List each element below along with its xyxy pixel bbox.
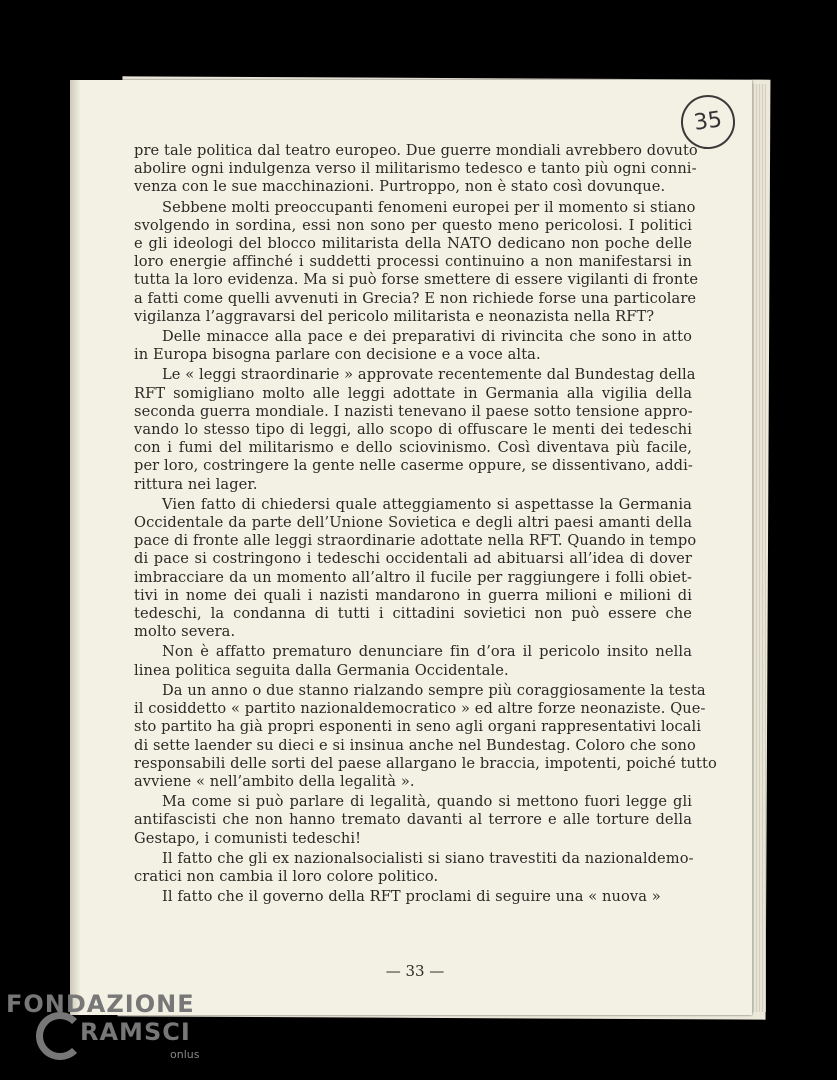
text-line: linea politica seguita dalla Germania Occidentale. [134, 661, 509, 679]
text-line: e gli ideologi del blocco militarista della NATO dedicano non poche delle [134, 235, 692, 253]
text-line: per loro, costringere la gente nelle caserme oppure, se dissentivano, addi- [134, 457, 693, 475]
text-line: avviene « nell’ambito della legalità ». [134, 772, 415, 790]
text-line: Da un anno o due stanno rialzando sempre più coraggiosamente la testa [162, 681, 706, 699]
paragraph [134, 850, 692, 886]
paragraph [134, 681, 717, 791]
text-line: loro energie affinché i suddetti processi continuino a non manifestarsi in [134, 253, 692, 271]
text-line: pace di fronte alle leggi straordinarie adottate nella RFT. Quando in tempo [134, 532, 697, 550]
text-line: antifascisti che non hanno tremato davanti al terrore e alle torture della [134, 811, 692, 829]
text-line: Le « leggi straordinarie » approvate recentemente dal Bundestag della [162, 366, 696, 384]
watermark-line1: FONDAZIONE [6, 990, 195, 1018]
text-line: tedeschi, la condanna di tutti i cittadini sovietici non può essere che [134, 605, 692, 623]
text-line: il cosiddetto « partito nazionaldemocratico » ed altre forze neonaziste. Que- [134, 700, 706, 718]
text-line: tivi in nome dei quali i nazisti mandarono in guerra milioni e milioni di [134, 586, 692, 604]
text-line: vando lo stesso tipo di leggi, allo scopo di offuscare le menti dei tedeschi [134, 421, 692, 439]
text-line: sto partito ha già propri esponenti in seno agli organi rappresentativi locali [134, 718, 702, 736]
text-line: venza con le sue macchinazioni. Purtroppo, non è stato così dovunque. [134, 178, 666, 196]
text-line: rittura nei lager. [134, 475, 258, 493]
text-line: vigilanza l’aggravarsi del pericolo militarista e neonazista nella RFT? [134, 307, 655, 325]
text-line: di sette laender su dieci e si insinua anche nel Bundestag. Coloro che sono [134, 736, 696, 754]
text-line: Ma come si può parlare di legalità, quando si mettono fuori legge gli [162, 793, 692, 811]
text-line: Non è affatto prematuro denunciare fin d’ora il pericolo insito nella [162, 643, 692, 661]
text-line: Sebbene molti preoccupanti fenomeni europei per il momento si stiano [162, 198, 696, 216]
watermark-line3: onlus [170, 1048, 200, 1061]
page-number: — 33 — [385, 962, 445, 980]
text-line: a fatti come quelli avvenuti in Grecia? E non richiede forse una particolare [134, 289, 697, 307]
text-line: Occidentale da parte dell’Unione Sovietica e degli altri paesi amanti della [134, 514, 692, 532]
text-line: Il fatto che gli ex nazionalsocialisti si siano travestiti da nazionaldemo- [162, 849, 694, 867]
paragraph [134, 495, 697, 642]
paragraph [134, 366, 696, 493]
text-line: svolgendo in sordina, essi non sono per questo meno pericolosi. I politici [134, 216, 692, 234]
watermark-line2: RAMSCI [80, 1018, 191, 1046]
text-body [134, 142, 717, 908]
watermark-g-icon [36, 1012, 84, 1060]
page-spine [70, 80, 80, 1015]
paragraph [134, 142, 698, 197]
paragraph [134, 888, 692, 906]
text-line: responsabili delle sorti del paese allargano le braccia, impotenti, poiché tutto [134, 754, 717, 772]
text-line: di pace si costringono i tedeschi occidentali ad abituarsi all’idea di dover [134, 550, 692, 568]
text-line: in Europa bisogna parlare con decisione e a voce alta. [134, 346, 541, 364]
text-line: con i fumi del militarismo e dello sciovinismo. Così diventava più facile, [134, 439, 692, 457]
text-line: Vien fatto di chiedersi quale atteggiamento si aspettasse la Germania [162, 495, 692, 513]
text-line: Il fatto che il governo della RFT proclami di seguire una « nuova » [162, 888, 661, 906]
paragraph [134, 328, 692, 364]
text-line: Gestapo, i comunisti tedeschi! [134, 829, 362, 847]
text-line: Delle minacce alla pace e dei preparativi di rivincita che sono in atto [162, 328, 692, 346]
paragraph [134, 198, 699, 326]
text-line: abolire ogni indulgenza verso il militarismo tedesco e tanto più ogni conni- [134, 160, 697, 178]
text-line: molto severa. [134, 623, 236, 641]
archive-page-number: 35 [678, 92, 739, 153]
paragraph [134, 793, 692, 848]
text-line: pre tale politica dal teatro europeo. Due guerre mondiali avrebbero dovuto [134, 142, 698, 159]
text-line: tutta la loro evidenza. Ma si può forse smettere di essere vigilanti di fronte [134, 271, 699, 289]
text-line: RFT somigliano molto alle leggi adottate in Germania alla vigilia della [134, 384, 692, 402]
text-line: cratici non cambia il loro colore politico. [134, 867, 439, 885]
text-line: imbracciare da un momento all’altro il fucile per raggiungere i folli obiet- [134, 568, 692, 586]
text-line: seconda guerra mondiale. I nazisti tenevano il paese sotto tensione appro- [134, 402, 693, 420]
paragraph [134, 643, 692, 679]
